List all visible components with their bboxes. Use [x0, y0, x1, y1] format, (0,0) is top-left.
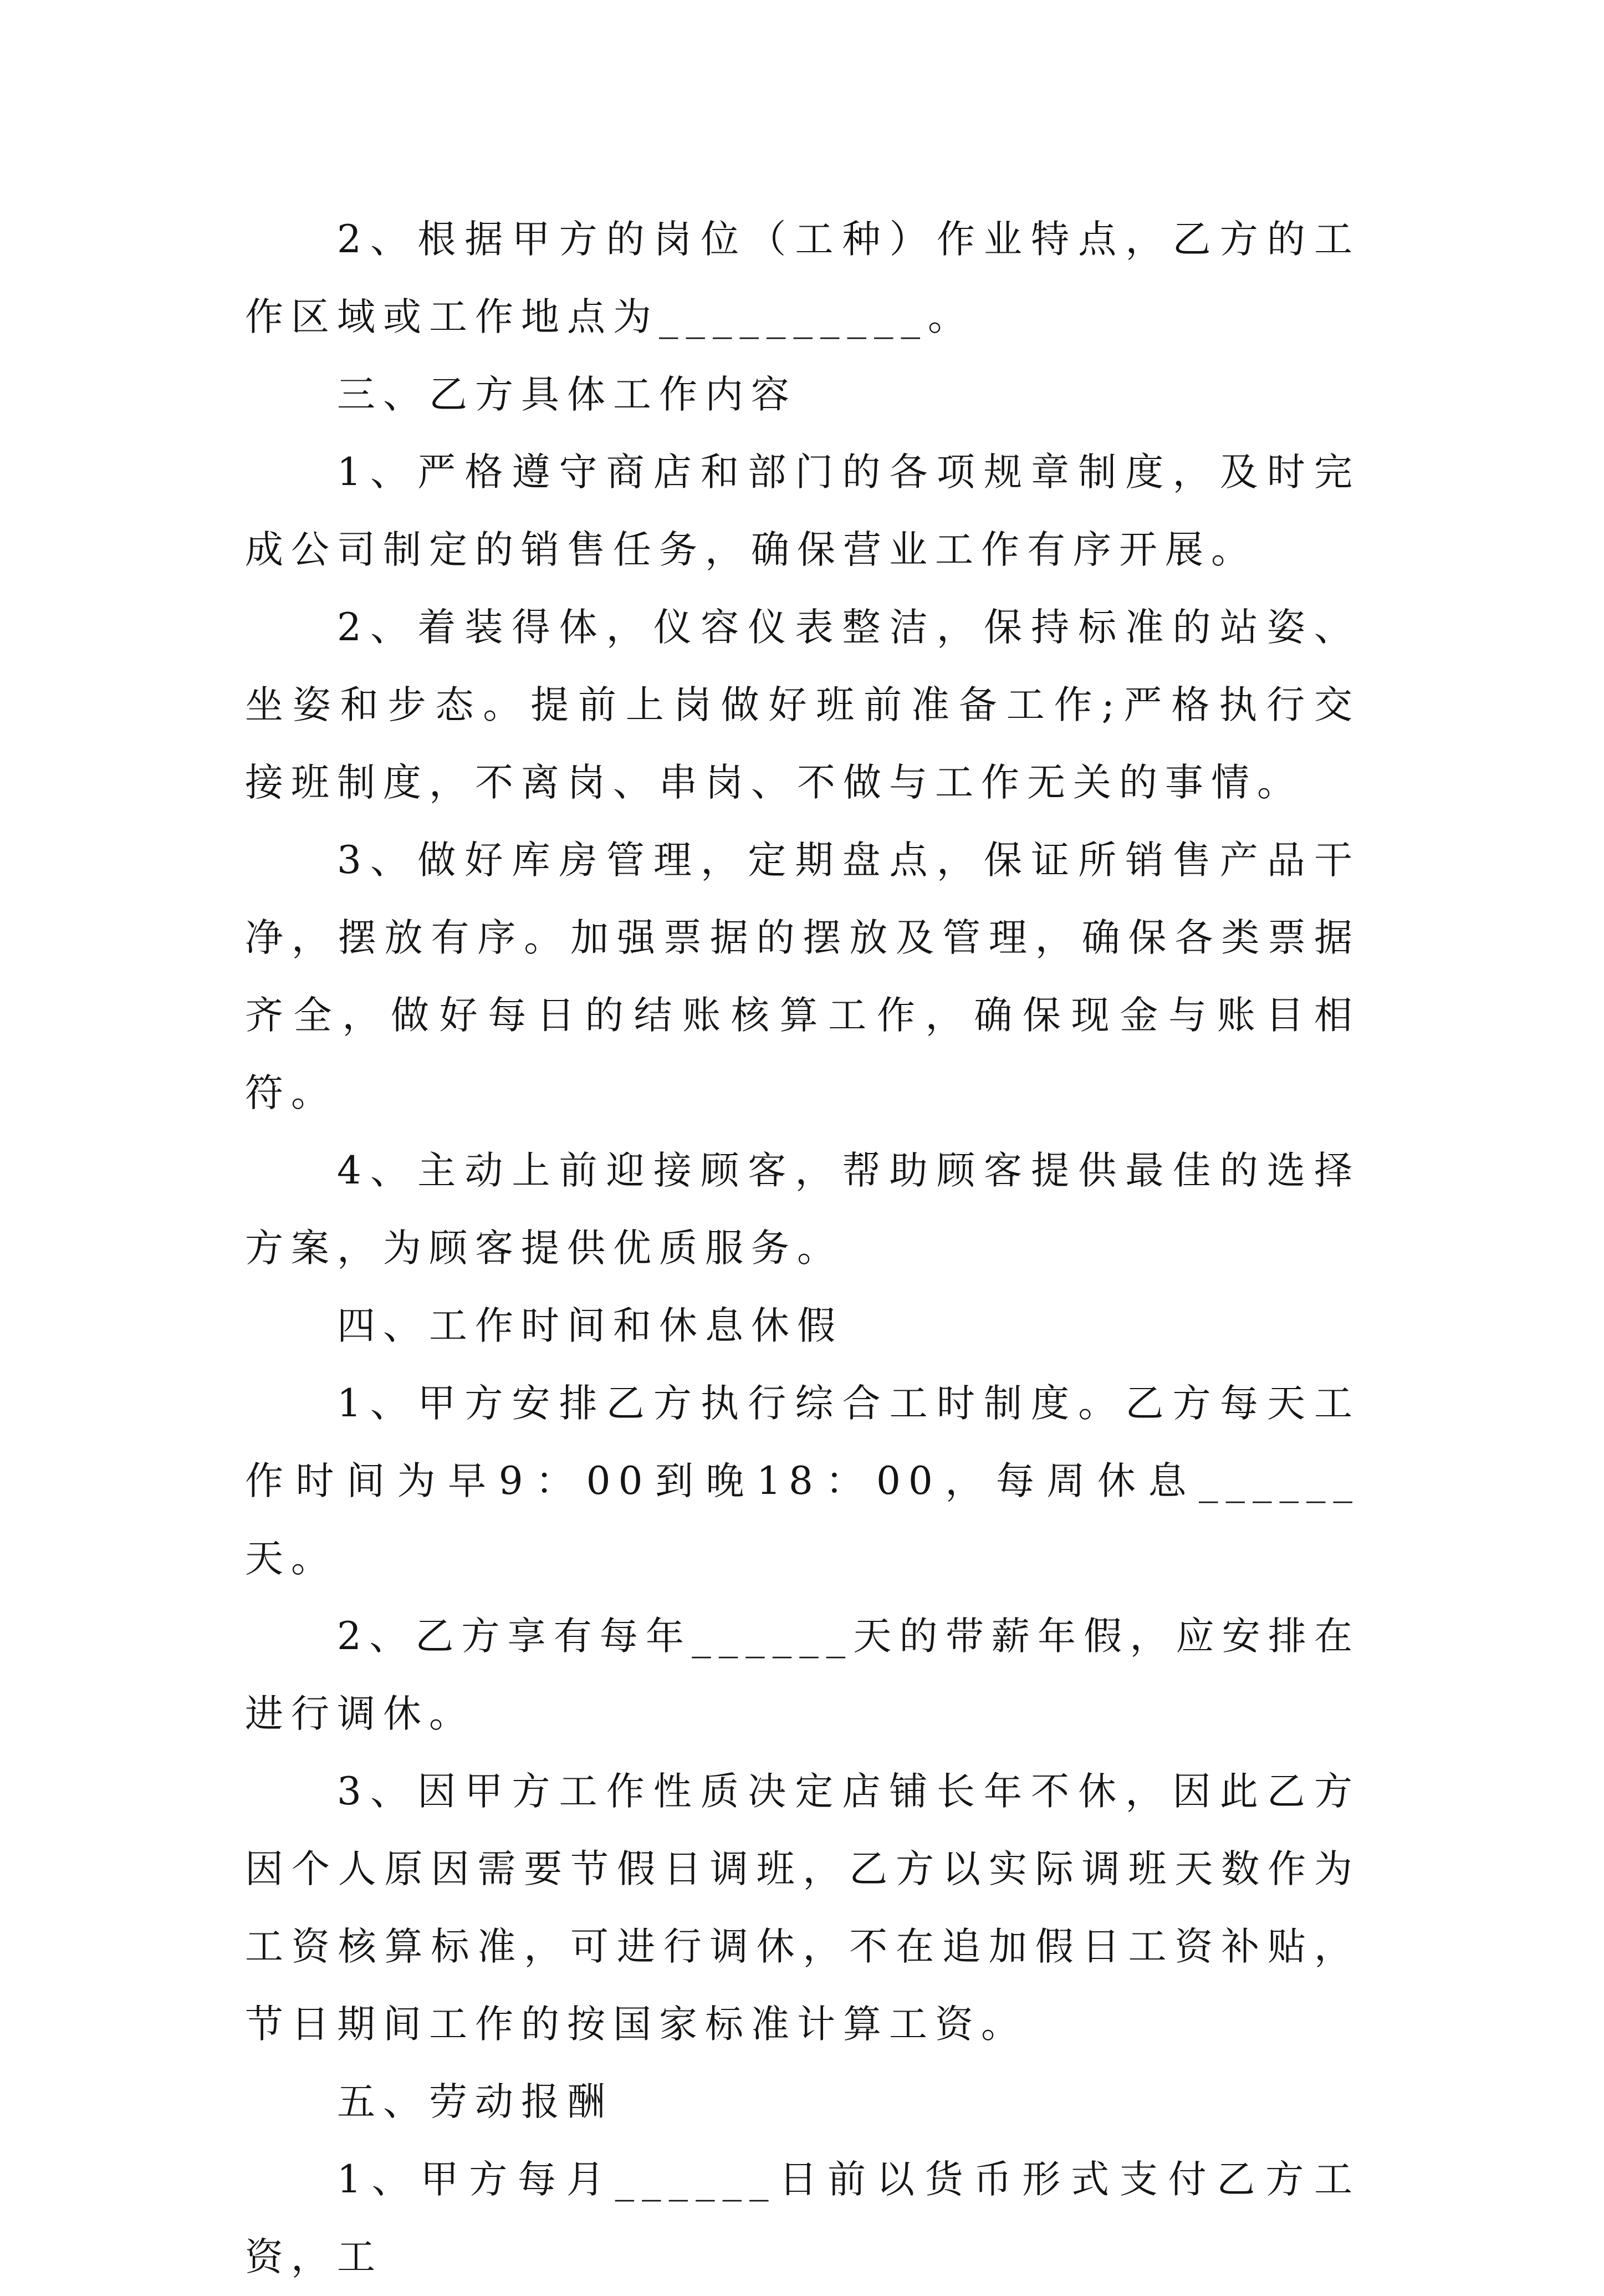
document-body [245, 201, 1360, 2296]
paragraph-working-time: 1、甲方安排乙方执行综合工时制度。乙方每天工作时间为早9：00到晚18：00，每周休息______天。 [245, 1381, 1360, 1581]
paragraph-work-location: 2、根据甲方的岗位（工种）作业特点，乙方的工作区域或工作地点为__________。 [245, 217, 1360, 339]
paragraph-dress-code: 2、着装得体，仪容仪表整洁，保持标准的站姿、坐姿和步态。提前上岗做好班前准备工作;严格执行交接班制度，不离岗、串岗、不做与工作无关的事情。 [245, 605, 1360, 805]
paragraph-rules: 1、严格遵守商店和部门的各项规章制度，及时完成公司制定的销售任务，确保营业工作有序开展。 [245, 450, 1360, 572]
paragraph-salary-payment: 1、甲方每月______日前以货币形式支付乙方工资，工 [245, 2157, 1360, 2279]
section-heading-job-content: 三、乙方具体工作内容 [337, 373, 797, 417]
paragraph-customer-service: 4、主动上前迎接顾客，帮助顾客提供最佳的选择方案，为顾客提供优质服务。 [245, 1149, 1360, 1271]
paragraph-annual-leave: 2、乙方享有每年______天的带薪年假，应安排在进行调休。 [245, 1614, 1360, 1736]
section-heading-remuneration: 五、劳动报酬 [337, 2080, 613, 2124]
paragraph-inventory: 3、做好库房管理，定期盘点，保证所销售产品干净，摆放有序。加强票据的摆放及管理，确保各类票据齐全，做好每日的结账核算工作，确保现金与账目相符。 [245, 838, 1360, 1115]
paragraph-holiday-shift: 3、因甲方工作性质决定店铺长年不休，因此乙方因个人原因需要节假日调班，乙方以实际调班天数作为工资核算标准，可进行调休，不在追加假日工资补贴，节日期间工作的按国家标准计算工资。 [245, 1769, 1360, 2047]
section-heading-work-hours: 四、工作时间和休息休假 [337, 1304, 843, 1348]
